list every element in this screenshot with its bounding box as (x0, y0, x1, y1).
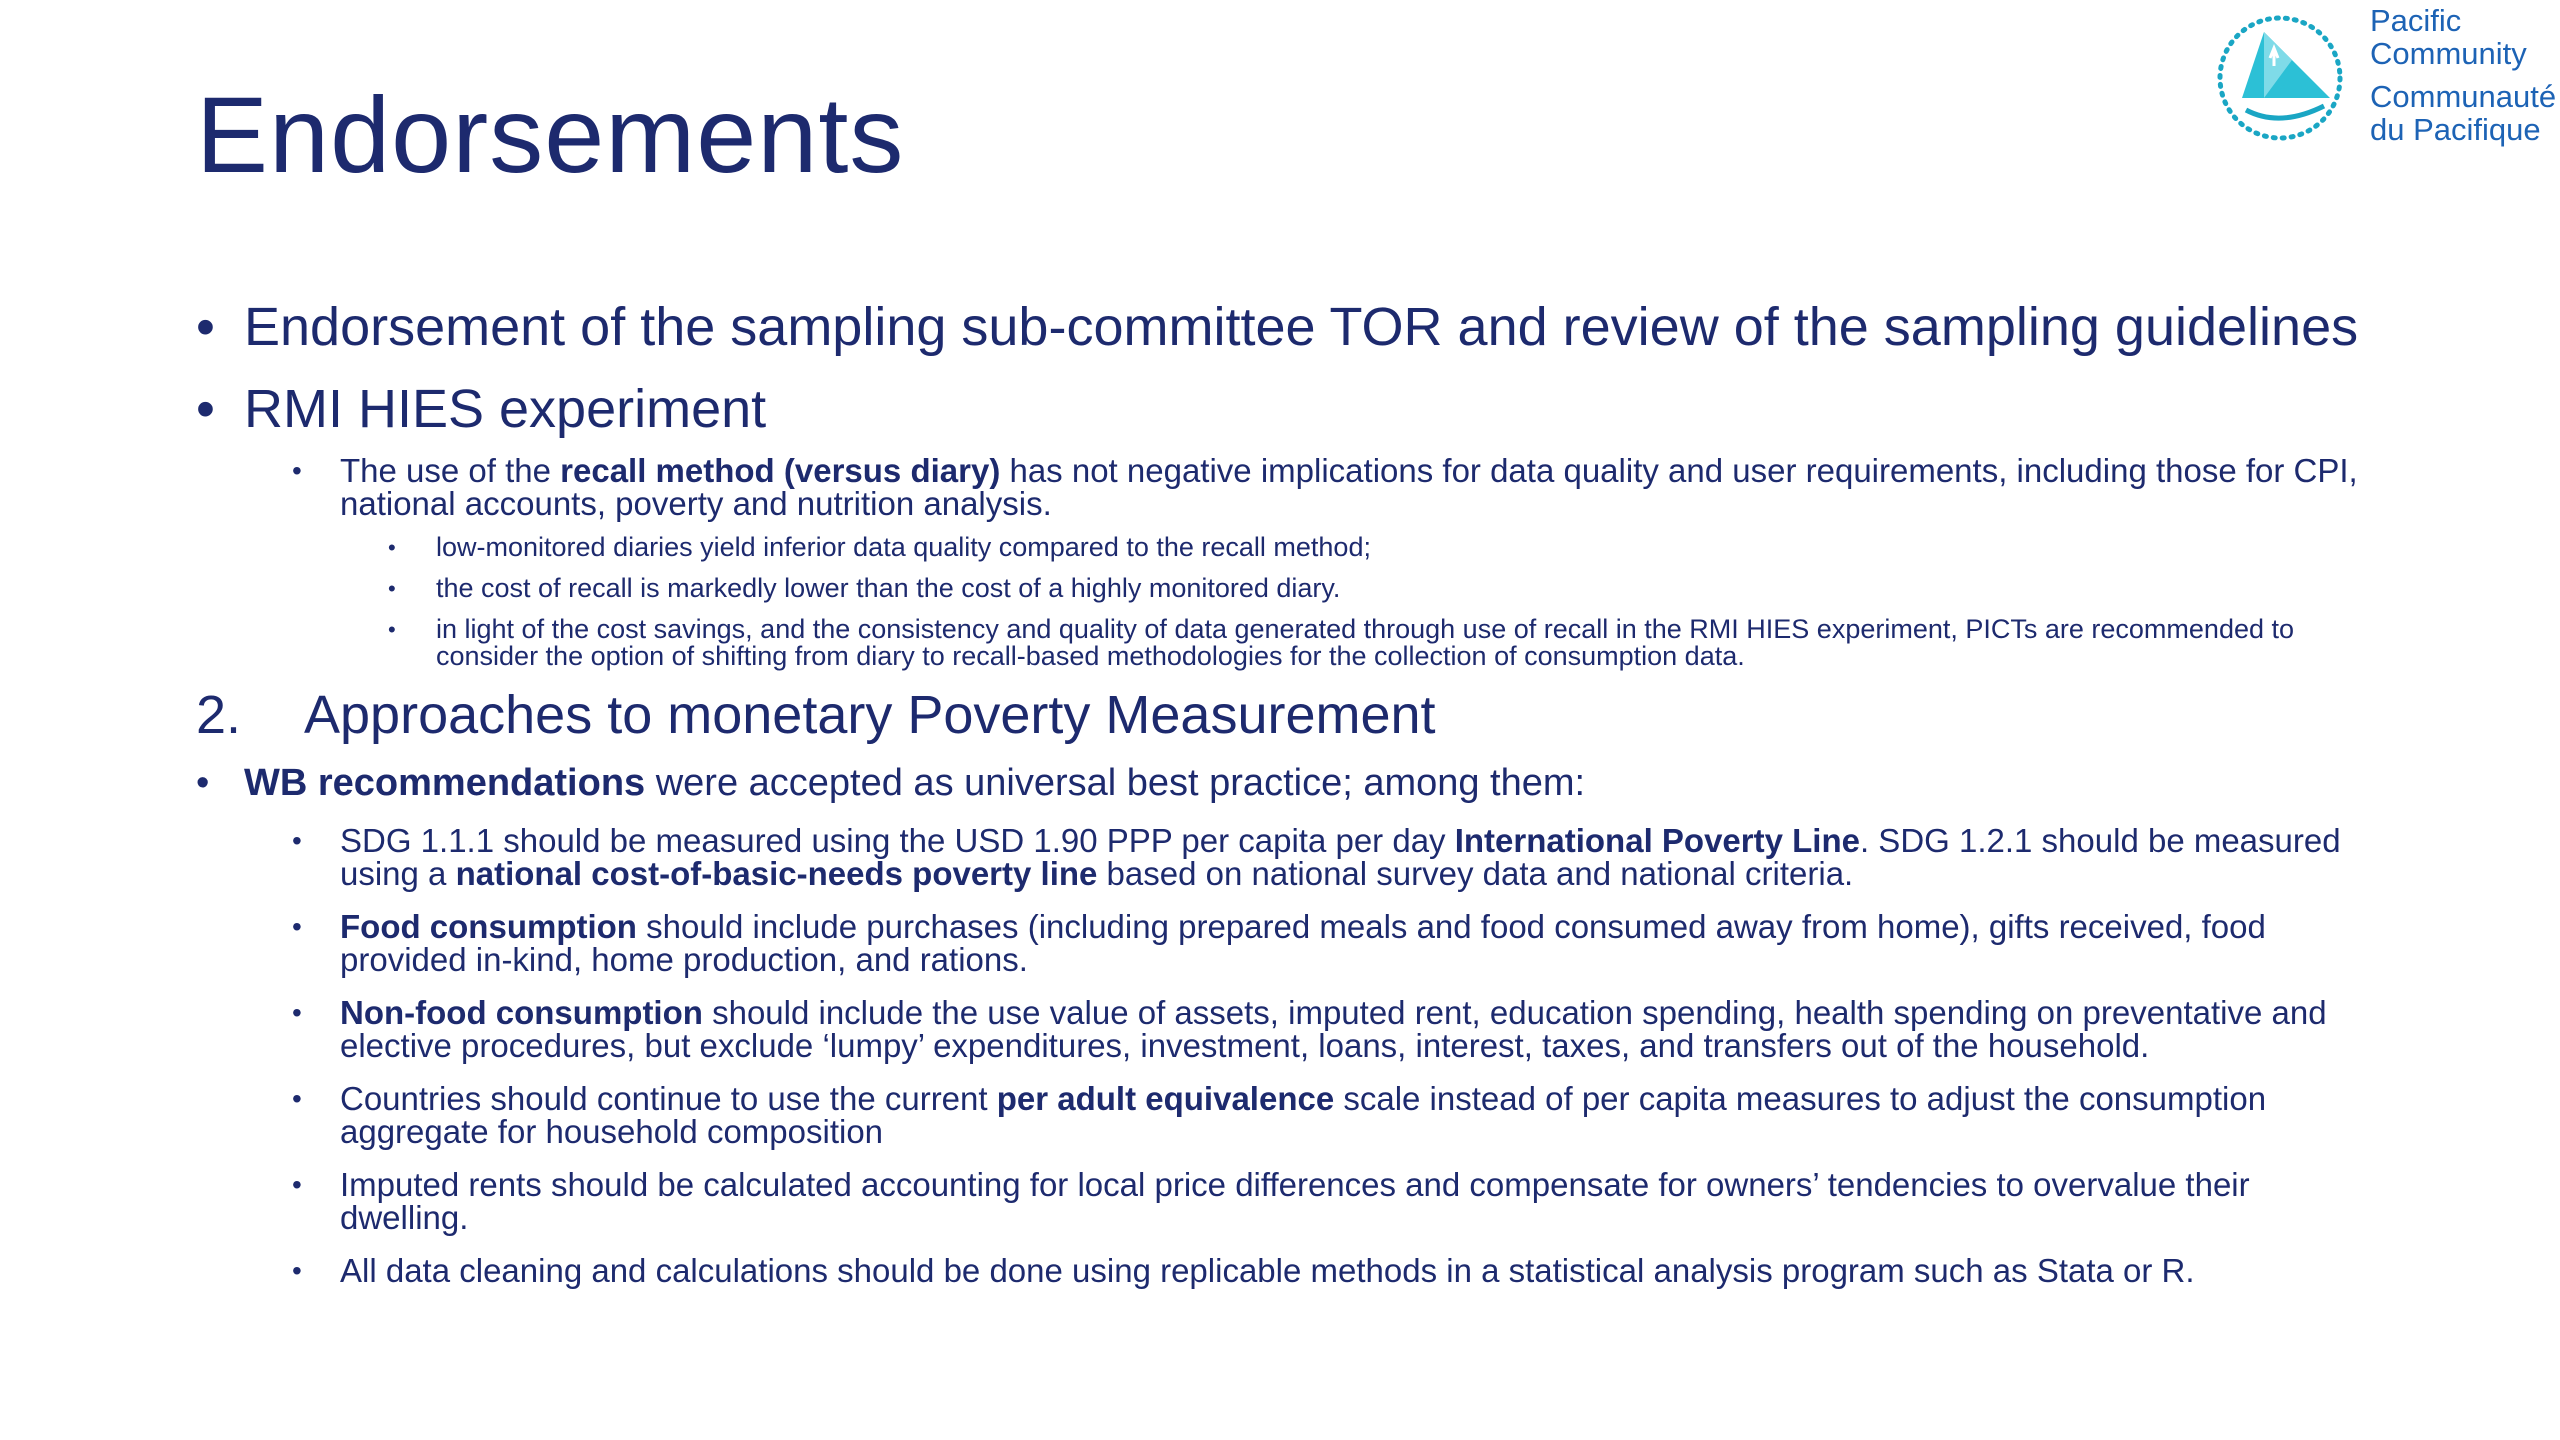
bullet-dot: • (292, 825, 302, 856)
bullet-rmi-hies (196, 379, 2376, 439)
bullet-dot: • (292, 1169, 302, 1200)
bullet-wb-recommendations: • WB recommendations were accepted as universal best practice; among them: (196, 762, 1586, 804)
logo-line-2: Community (2370, 36, 2527, 71)
section-heading-2 (196, 685, 2180, 745)
bullet-dot: • (388, 617, 396, 642)
slide-content (196, 297, 2376, 1307)
bullet-dot: • (388, 535, 396, 560)
bullet-dot: • (196, 762, 210, 804)
wb-item-data-cleaning: • All data cleaning and calculations should be done using replicable methods in a statistical analysis program such as Stata or R. (292, 1252, 2195, 1289)
logo-line-1: Pacific (2370, 3, 2462, 38)
slide-title: Endorsements (196, 74, 905, 195)
pacific-community-logo (2210, 4, 2556, 154)
bullet-dot: • (196, 379, 215, 439)
wb-item-non-food-consumption: • Non-food consumption should include the use value of assets, imputed rent, education spending, health spending on preventative and elective procedures, but exclude ‘lumpy’ expenditures, investment, loans, interest, taxes, and transfers out of the household. (292, 994, 2327, 1064)
bullet-sampling (196, 297, 2376, 357)
bullet-dot: • (388, 576, 396, 601)
recall-method-bold: recall method (versus diary) (560, 452, 1001, 489)
bullet-sampling-text: Endorsement of the sampling sub-committee TOR and review of the sampling guidelines (244, 297, 2359, 357)
logo-line-3: Communauté (2370, 79, 2557, 114)
section-number: 2. (196, 685, 242, 745)
logo-line-4: du Pacifique (2370, 112, 2541, 147)
bullet-rmi-hies-text: RMI HIES experiment (244, 379, 767, 439)
sub-sub-bullet-2: • the cost of recall is markedly lower than the cost of a highly monitored diary. (388, 573, 1341, 603)
section-heading-text: Approaches to monetary Poverty Measurement (304, 685, 1436, 745)
sub-sub-bullet-3: • in light of the cost savings, and the consistency and quality of data generated through use of recall in the RMI HIES experiment, PICTs are recommended to consider the option of shifting from diary to recall-based methodologies for the collection of consumption data. (388, 614, 2295, 671)
wb-item-imputed-rents: • Imputed rents should be calculated accounting for local price differences and compensate for owners’ tendencies to overvalue their dwelling. (292, 1166, 2250, 1236)
wb-item-food-consumption: • Food consumption should include purchases (including prepared meals and food consumed away from home), gifts received, food provided in-kind, home production, and rations. (292, 908, 2266, 978)
sub-sub-bullet-1: • low-monitored diaries yield inferior data quality compared to the recall method; (388, 532, 1371, 562)
logo-emblem-icon (2212, 10, 2352, 150)
logo-text (2370, 4, 2556, 146)
bullet-dot: • (292, 911, 302, 942)
bullet-dot: • (292, 455, 302, 486)
wb-item-sdg: • SDG 1.1.1 should be measured using the USD 1.90 PPP per capita per day International Poverty Line. SDG 1.2.1 should be measured using a national cost-of-basic-needs poverty line based on national survey data and national criteria. (292, 822, 2341, 892)
sub-bullet-recall-method: • The use of the recall method (versus diary) has not negative implications for data quality and user requirements, including those for CPI, national accounts, poverty and nutrition analysis. (292, 452, 2358, 522)
wb-item-adult-equivalence: • Countries should continue to use the current per adult equivalence scale instead of per capita measures to adjust the consumption aggregate for household composition (292, 1080, 2267, 1150)
bullet-dot: • (292, 1255, 302, 1286)
bullet-dot: • (292, 997, 302, 1028)
bullet-dot: • (196, 297, 215, 357)
bullet-dot: • (292, 1083, 302, 1114)
